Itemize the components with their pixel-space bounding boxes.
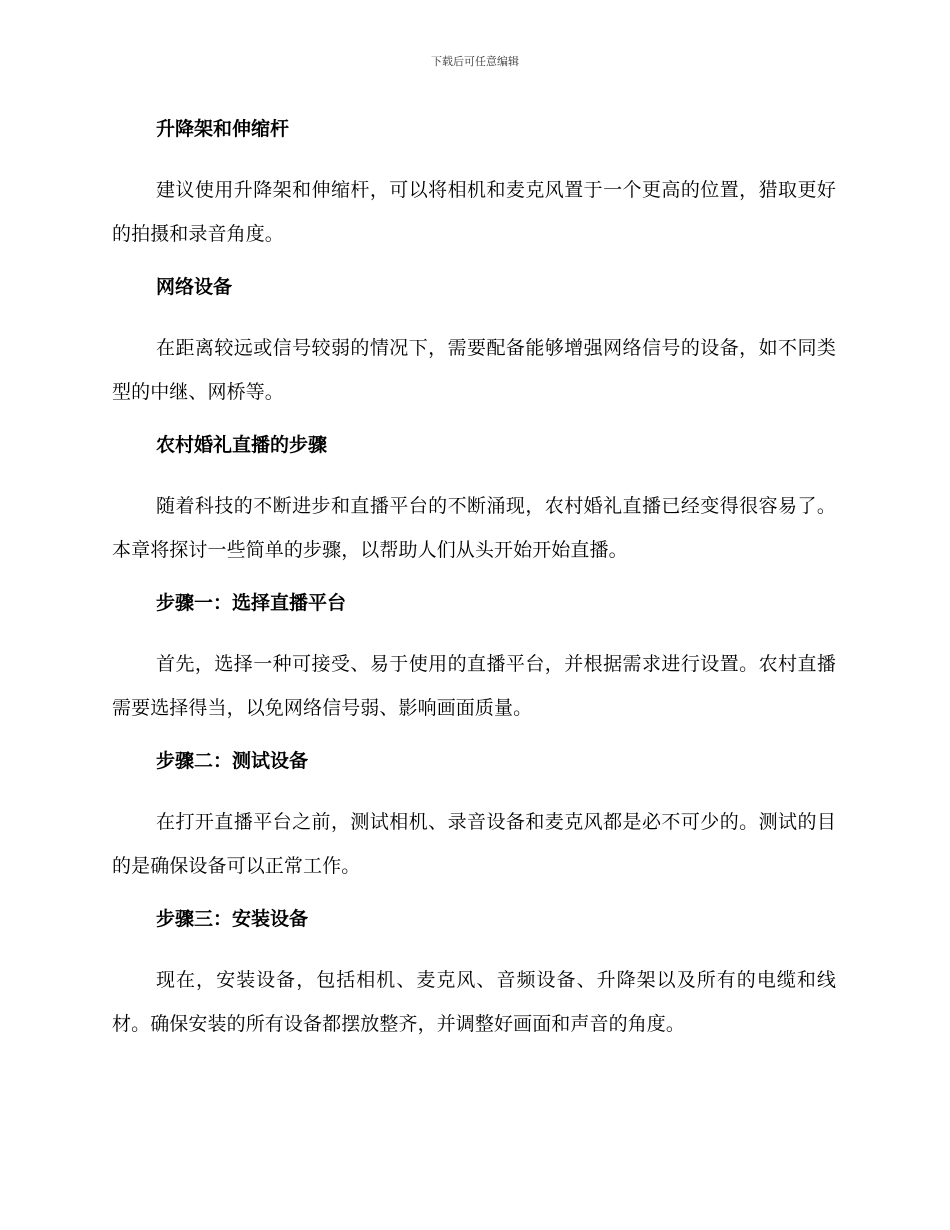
section-heading: 农村婚礼直播的步骤 bbox=[156, 434, 328, 456]
section-network-equipment bbox=[112, 269, 836, 414]
section-paragraph: 在打开直播平台之前，测试相机、录音设备和麦克风都是必不可少的。测试的目的是确保设备可以正常工作。 bbox=[112, 811, 836, 877]
section-heading: 步骤二：测试设备 bbox=[156, 750, 309, 772]
section-paragraph: 首先，选择一种可接受、易于使用的直播平台，并根据需求进行设置。农村直播需要选择得当，以免网络信号弱、影响画面质量。 bbox=[112, 653, 836, 719]
section-step-three bbox=[112, 901, 836, 1046]
section-heading: 网络设备 bbox=[156, 276, 233, 298]
section-heading: 步骤三：安装设备 bbox=[156, 908, 309, 930]
section-step-one bbox=[112, 585, 836, 730]
section-lift-and-telescopic-pole bbox=[112, 111, 836, 256]
section-heading: 升降架和伸缩杆 bbox=[156, 118, 290, 140]
section-heading: 步骤一：选择直播平台 bbox=[156, 592, 347, 614]
section-livestream-steps bbox=[112, 427, 836, 572]
section-step-two bbox=[112, 743, 836, 888]
page-header-note: 下载后可任意编辑 bbox=[431, 55, 519, 68]
section-paragraph: 在距离较远或信号较弱的情况下，需要配备能够增强网络信号的设备，如不同类型的中继、网桥等。 bbox=[112, 337, 836, 403]
section-paragraph: 随着科技的不断进步和直播平台的不断涌现，农村婚礼直播已经变得很容易了。 本章将探讨一些简单的步骤，以帮助人们从头开始开始直播。 bbox=[112, 495, 836, 561]
section-paragraph: 现在，安装设备，包括相机、麦克风、音频设备、升降架以及所有的电缆和线材。确保安装的所有设备都摆放整齐，并调整好画面和声音的角度。 bbox=[112, 969, 836, 1035]
document-body bbox=[112, 111, 836, 1059]
section-paragraph: 建议使用升降架和伸缩杆，可以将相机和麦克风置于一个更高的位置，猎取更好的拍摄和录音角度。 bbox=[112, 179, 836, 245]
